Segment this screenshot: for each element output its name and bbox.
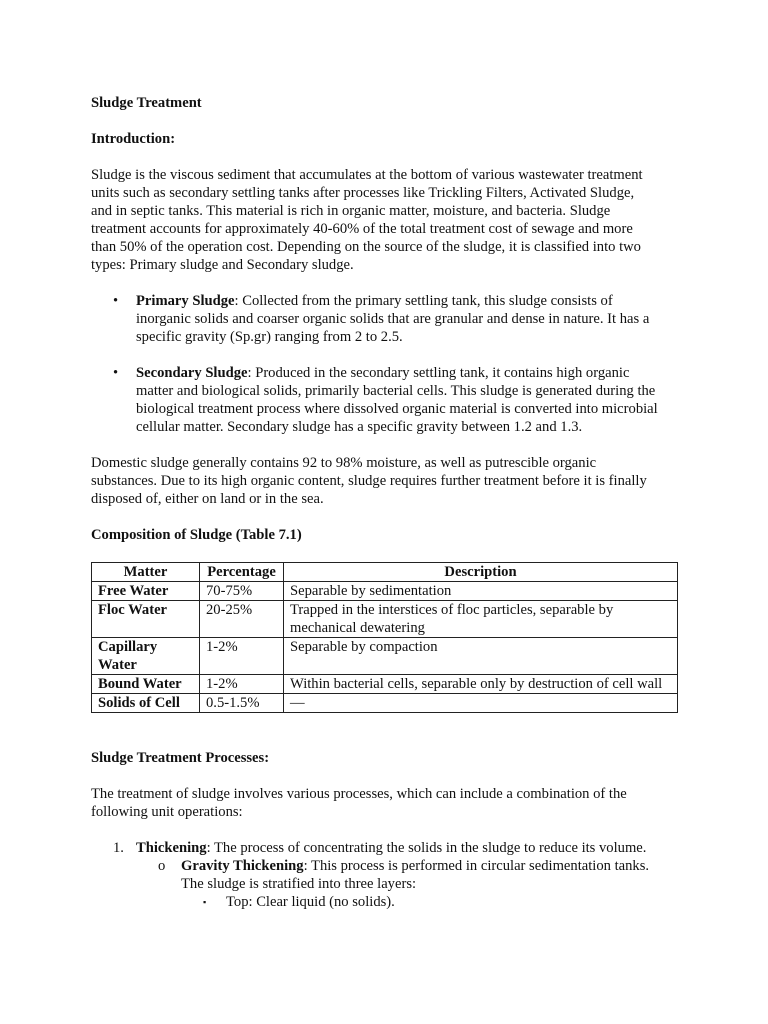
document-title: Sludge Treatment [91, 95, 202, 111]
cell-percentage: 1-2% [200, 638, 284, 675]
text-line: units such as secondary settling tanks after processes like Trickling Filters, Activated Sludge, [91, 185, 635, 201]
processes-paragraph [91, 785, 681, 821]
intro-paragraph [91, 166, 681, 274]
header-description: Description [284, 563, 678, 582]
bullet-term: Secondary Sludge [136, 365, 248, 381]
text-line: specific gravity (Sp.gr) ranging from 2 to 2.5. [136, 329, 403, 345]
list-term: Thickening [136, 840, 207, 856]
cell-matter: Capillary Water [92, 638, 200, 675]
table-row [92, 601, 678, 638]
text-line: treatment accounts for approximately 40-60% of the total treatment cost of sewage and more [91, 221, 633, 237]
bullet-secondary-sludge: • Secondary Sludge: Produced in the secondary settling tank, it contains high organic matter and biological solids, primarily bacterial cells. This sludge is generated during the biological treatment process where dissolved organic material is converted into microbial cellular matter. Secondary sludge has a specific gravity between 1.2 and 1.3. [91, 364, 681, 436]
composition-table [91, 562, 678, 713]
cell-description: — [284, 694, 678, 713]
text-line: and in septic tanks. This material is rich in organic matter, moisture, and bacteria. Sludge [91, 203, 611, 219]
text-line: disposed of, either on land or in the sea. [91, 491, 324, 507]
text-line: cellular matter. Secondary sludge has a specific gravity between 1.2 and 1.3. [136, 419, 583, 435]
table-header-row [92, 563, 678, 582]
subsub-item-top-layer [91, 893, 681, 911]
bullet-symbol: • [113, 293, 119, 309]
cell-description: Within bacterial cells, separable only by destruction of cell wall [284, 675, 678, 694]
text-line: following unit operations: [91, 804, 243, 820]
header-percentage: Percentage [200, 563, 284, 582]
numbered-item-thickening: 1. Thickening: The process of concentrating the solids in the sludge to reduce its volume. [113, 840, 647, 856]
cell-percentage: 0.5-1.5% [200, 694, 284, 713]
document-body [91, 94, 681, 911]
table-row [92, 582, 678, 601]
table-row [92, 638, 678, 675]
sub-item-gravity-thickening: o Gravity Thickening: This process is performed in circular sedimentation tanks. The sludge is stratified into three layers: [91, 857, 681, 893]
processes-heading: Sludge Treatment Processes: [91, 750, 270, 766]
cell-description: Separable by compaction [284, 638, 678, 675]
text-line: Domestic sludge generally contains 92 to 98% moisture, as well as putrescible organic [91, 455, 597, 471]
list-number: 1. [113, 840, 124, 856]
text-line: Sludge is the viscous sediment that accumulates at the bottom of various wastewater treatment [91, 167, 643, 183]
text-line: inorganic solids and coarser organic solids that are granular and dense in nature. It has a [136, 311, 650, 327]
bullet-term: Primary Sludge [136, 293, 235, 309]
cell-percentage: 1-2% [200, 675, 284, 694]
table-row [92, 694, 678, 713]
bullet-symbol: • [113, 365, 119, 381]
sub-marker: o [158, 858, 166, 874]
list-term: Gravity Thickening [181, 858, 304, 874]
cell-description: Separable by sedimentation [284, 582, 678, 601]
text-line: substances. Due to its high organic content, sludge requires further treatment before it is finally [91, 473, 647, 489]
header-matter: Matter [92, 563, 200, 582]
cell-matter: Floc Water [92, 601, 200, 638]
text-line: biological treatment process where dissolved organic material is converted into microbial [136, 401, 658, 417]
cell-matter: Solids of Cell [92, 694, 200, 713]
table-row [92, 675, 678, 694]
text-line: types: Primary sludge and Secondary sludge. [91, 257, 354, 273]
text-line: The sludge is stratified into three layers: [181, 876, 417, 892]
text-line: than 50% of the operation cost. Depending on the source of the sludge, it is classified into two [91, 239, 641, 255]
square-bullet-icon: ▪ [203, 897, 207, 907]
text-line: Top: Clear liquid (no solids). [226, 894, 395, 910]
domestic-paragraph [91, 454, 681, 508]
table-heading: Composition of Sludge (Table 7.1) [91, 527, 302, 543]
intro-heading: Introduction: [91, 131, 176, 147]
cell-percentage: 20-25% [200, 601, 284, 638]
text-line: matter and biological solids, primarily bacterial cells. This sludge is generated during the [136, 383, 656, 399]
cell-percentage: 70-75% [200, 582, 284, 601]
bullet-primary-sludge: • Primary Sludge: Collected from the primary settling tank, this sludge consists of inorganic solids and coarser organic solids that are granular and dense in nature. It has a specific gravity (Sp.gr) ranging from 2 to 2.5. [91, 292, 681, 346]
text-line: The treatment of sludge involves various processes, which can include a combination of the [91, 786, 627, 802]
cell-matter: Bound Water [92, 675, 200, 694]
cell-description: Trapped in the interstices of floc particles, separable by mechanical dewatering [284, 601, 678, 638]
cell-matter: Free Water [92, 582, 200, 601]
